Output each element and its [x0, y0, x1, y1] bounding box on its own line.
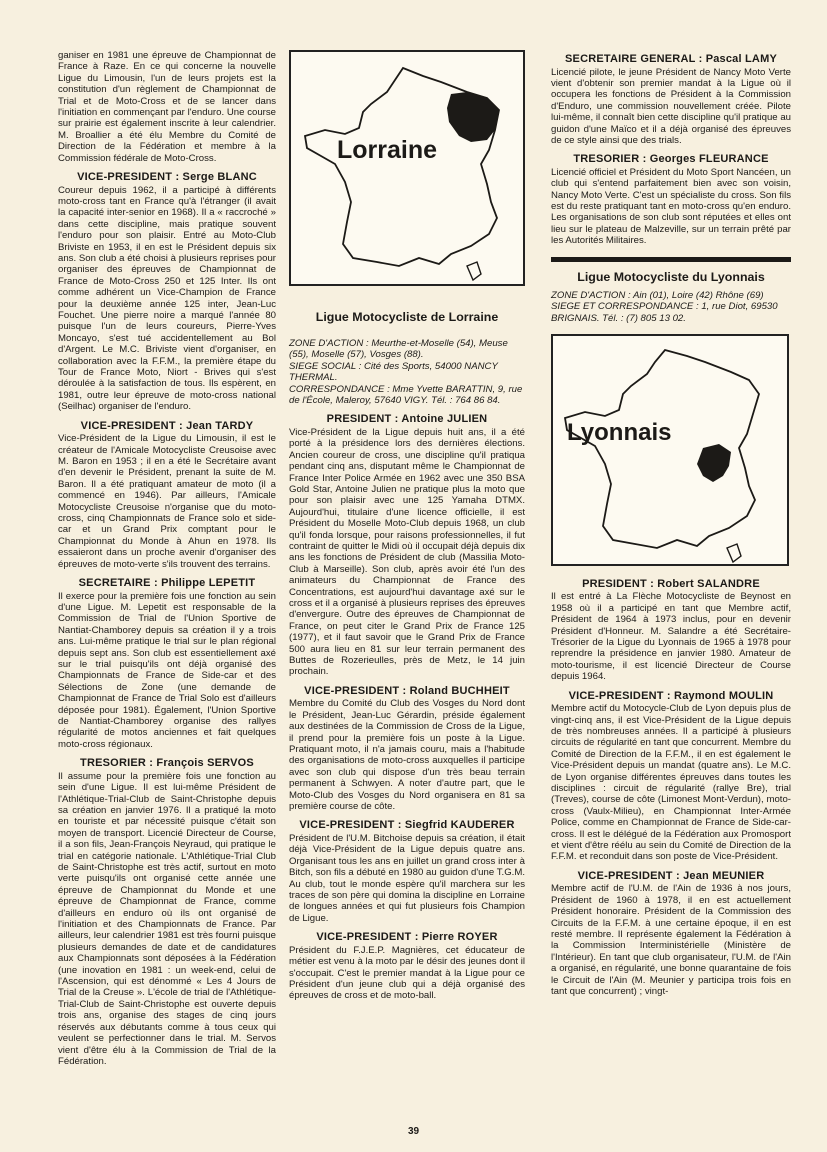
- col3-section-title-4: VICE-PRESIDENT : Raymond MOULIN: [568, 689, 774, 702]
- col2-section-title-2: VICE-PRESIDENT : Roland BUCHHEIT: [304, 684, 510, 697]
- col1-section-title-4: TRESORIER : François SERVOS: [80, 757, 254, 770]
- lyonnais-zone-info: ZONE D'ACTION : Ain (01), Loire (42) Rhône (69) SIEGE ET CORRESPONDANCE : 1, rue Diot, 69530 BRIGNAIS. Tél. : (7) 805 13 02.: [551, 289, 778, 324]
- col1-section-title-3: SECRETAIRE : Philippe LEPETIT: [78, 577, 256, 590]
- lyonnais-map-label: Lyonnais: [567, 418, 672, 446]
- lyonnais-map: [551, 334, 789, 566]
- col3-section-text-3: Il est entré à La Flèche Motocycliste de Beynost en 1958 où il a participé en tant que Membre actif, Président de 1964 à 1973 inclus, pour en devenir Président d'Honneur. M. Salandre a été Secrétaire-Trésorier de la Ligue du Lyonnais de 1965 à 1978 pour reprendre la présidence en janvier 1980. Amateur de moto-tourisme, il est licencié Directeur de Course depuis 1964.: [551, 591, 791, 683]
- column-1: [58, 50, 276, 1067]
- col3-section-title-3: PRESIDENT : Robert SALANDRE: [582, 577, 760, 590]
- col1-section-title-2: VICE-PRESIDENT : Jean TARDY: [80, 419, 254, 432]
- lyonnais-ligue-title: Ligue Motocycliste du Lyonnais: [577, 269, 765, 284]
- col3-section-title-2: TRESORIER : Georges FLEURANCE: [573, 153, 769, 166]
- section-divider: [551, 257, 791, 262]
- col3-section-text-2: Licencié officiel et Président du Moto Sport Nancéen, un club qui s'entend parfaitement bien avec son voisin, Nancy Moto Verte. C'est un spécialiste du cross. Son fils est du reste pratiquant tant en moto-cross qu'en enduro. Les organisations de son club sont réputées et elles ont lieu sur le plateau de Malzeville, sur un terrain prêté par les Autorités Militaires.: [551, 166, 791, 247]
- france-map-lorraine-icon: [291, 52, 523, 284]
- col3-section-text-1: Licencié pilote, le jeune Président de Nancy Moto Verte vient d'obtenir son premier mandat à la Ligue où il occupera les fonctions de Président à la Commission d'Enduro, une commission nouvellement créée. Pilote lui-même, il connaît bien cette discipline qu'il pratique au guidon d'une Maïco et il a déjà organisé des épreuves de ce style ainsi que des trials.: [551, 66, 791, 146]
- column-3: [551, 50, 791, 997]
- france-map-lyonnais-icon: [553, 336, 787, 564]
- col1-section-text-1: Coureur depuis 1962, il a participé à différents moto-cross tant en France qu'à l'étranger (il avait la capacité inter-senior en 1968). Il a « raccroché » dans cette discipline, mais pratique souvent l'enduro pour son plaisir. Entré au Moto-Club Briviste en 1953, il en est le Président depuis six ans. Son club a été choisi à plusieurs reprises pour organiser des épreuves de Championnat de France de Moto-Cross 250 et 125 Inter. Ils ont comme adhérent un Vice-Champion de France pour la deuxième année 125 inter, Jean-Luc Fouchet. Une pierre noire a marqué l'année 80 puisque l'un de leurs coureurs, Pierre-Yves Moncayo, s'est tué accidentellement au Bol d'Argent. Le M.C. Briviste vient d'organiser, en collaboration avec la F.F.M., la première étape du Tour de France Moto, Niort - Brives qui s'est déroulée à la satisfaction de tous. Ils espèrent, en 1981, outre leur épreuve de moto-cross national (Seilhac) organiser de l'enduro.: [58, 184, 276, 413]
- column-2: [289, 50, 525, 1002]
- col2-section-text-3: Président de l'U.M. Bitchoise depuis sa création, il était déjà Vice-Président de la Ligue depuis quatre ans. Organisant tous les ans en juillet un grand cross inter à Bitch, son fils a débuté en 1980 au guidon d'une T.G.M. Au club, tout le monde espère qu'il marchera sur les traces de son père qui domina la discipline en Lorraine de longues années et qui fut plusieurs fois Champion de Ligue.: [289, 832, 525, 924]
- col1-section-text-2: Vice-Président de la Ligue du Limousin, il est le créateur de l'Amicale Motocycliste Creusoise avec M. Baron en 1953 ; il en a été le Secrétaire avant d'en devenir le Président, prenant la suite de M. Baron. Il a été pratiquant amateur de moto (il a commencé en 1946). Par ailleurs, l'Amicale Motocycliste Creusoise n'organise que du moto-cross, cinq Championnats de France solo et side-car et un Grand Prix comptant pour le Championnat du Monde à Ahun en 1978. Ils essaieront dans un proche avenir d'organiser des épreuves de moto-verte s'ils trouvent des terrains.: [58, 433, 276, 570]
- col2-section-title-1: PRESIDENT : Antoine JULIEN: [326, 413, 488, 426]
- col2-section-text-1: Vice-Président de la Ligue depuis huit ans, il a été porté à la présidence lors des dernières élections. Ancien coureur de cross, une discipline qu'il pratiqua pendant cinq ans, disputant même le Championnat de France Inter Police Armée en 1962 avec une 350 BSA Gold Star, Antoine Julien ne pratique plus la moto que pour son plaisir avec une 125 Yamaha DTMX. Aujourd'hui, titulaire d'une licence officielle, il est Président du Moselle Moto-Club depuis 1968, un club qu'il fonda lorsque, pour raisons professionnelles, il fut contraint de quitter le Midi où il occupait déjà depuis dix ans les fonctions de Président de club (Massilia Moto-Club à Marseille). Son club, après avoir été l'un des animateurs du Championnat de France des Concentrations, est aujourd'hui davantage axé sur le cross et il a organisé à plusieurs reprises des épreuves d'envergure. Outre des épreuves de Championnat de France, on peut citer le Grand Prix de France 125 (1977), et il faut savoir que le Grand Prix de France 500 aura lieu en 81 sur leur terrain permanent des Buttes de Rozerieulles, près de Metz, le 14 juin prochain.: [289, 426, 525, 678]
- col3-section-text-5: Membre actif de l'U.M. de l'Ain de 1936 à nos jours, Président de 1960 à 1978, il en est actuellement Président honoraire. Président de la Commission des Circuits de la F.F.M. à une certaine époque, il en est resté membre. Il représente également la Fédération à la Commission Interministérielle (Ministère de l'Intérieur). En tant que club organisateur, l'U.M. de l'Ain a organisé, en régularité, une bonne quarantaine de fois le Circuit de l'Ain (M. Meunier y participa trois fois en tant que concurrent) ; vingt-: [551, 883, 791, 997]
- col1-intro: ganiser en 1981 une épreuve de Championnat de France à Raze. En ce qui concerne la nouvelle Ligue du Limousin, l'un de leurs projets est la constitution d'un règlement de Championnat de Trial et de Moto-Cross et de se lancer dans l'initiation en commençant par l'enduro. Une course sur prairie est également inscrite à leur calendrier. M. Broallier a été élu Membre du Comité de Direction de la Fédération et membre à la Commission fédérale de Moto-Cross.: [58, 50, 276, 164]
- col2-section-title-4: VICE-PRESIDENT : Pierre ROYER: [316, 931, 498, 944]
- col2-section-title-3: VICE-PRESIDENT : Siegfrid KAUDERER: [299, 819, 515, 832]
- col3-section-title-1: SECRETAIRE GENERAL : Pascal LAMY: [565, 53, 777, 65]
- col3-section-text-4: Membre actif du Motocycle-Club de Lyon depuis plus de vingt-cinq ans, il est Vice-Président de la Ligue depuis de très nombreuses années. Il a participé à plusieurs circuits de régularité en tant que concurrent. Membre du Comité de Direction de la F.F.M., il en est également le Vice-Président depuis un mandat (quatre ans). Le M.C. de Lyon organise différentes épreuves dans toutes les disciplines : circuit de régularité (rallye Bre), trial (Treves), course de côte (Limonest Mont-Verdun), moto-cross (Vaulx-Milieu), en Championnat Inter-Armée Police, comme en Championnat de France de Side-car-cross. Il est le délégué de la Fédération aux Promosport et vient d'être réélu au sein du Comité de Direction de la F.F.M. et reconduit dans son poste de Vice-Président.: [551, 703, 791, 863]
- col1-section-title-1: VICE-PRESIDENT : Serge BLANC: [77, 171, 257, 184]
- col2-section-text-2: Membre du Comité du Club des Vosges du Nord dont le Président, Jean-Luc Gérardin, préside également aux destinées de la Commission de Cross de la Ligue, il prend pour la première fois un poste à la Ligue. Pratiquant moto, il n'a jamais couru, mais a l'habitude des organisations de moto-cross auxquelles il participe avec son club qui dispose d'un très beau terrain permanent à Schwyen. A noter d'autre part, que le Moto-Club des Vosges du Nord organisera en 81 sa première course de côte.: [289, 698, 525, 813]
- lorraine-ligue-title: Ligue Motocycliste de Lorraine: [315, 310, 499, 324]
- lorraine-map: [289, 50, 525, 286]
- col1-section-text-3: Il exerce pour la première fois une fonction au sein d'une Ligue. M. Lepetit est responsable de la Commission de Trial de l'Union Sportive de Nantiat-Chamborey depuis sa création il y a trois ans. Lui-même pratique le trial sur le plan régional depuis sept ans. Son club est essentiellement axé sur le trial puisqu'ils ont déjà organisé des Championnats de France de Side-car et des Sélections de Zone (une demande de Championnat de France de Trial Solo est d'ailleurs déposée pour 1981). Également, l'Union Sportive de Nantiat-Chamborey organise des rallyes régularité de motos anciennes et fait quelques moto-cross régionaux.: [58, 590, 276, 750]
- col3-section-title-5: VICE-PRESIDENT : Jean MEUNIER: [577, 869, 765, 882]
- lorraine-map-label: Lorraine: [337, 136, 438, 164]
- page-number: 39: [407, 1126, 420, 1137]
- col2-section-text-4: Président du F.J.E.P. Magnières, cet éducateur de métier est venu à la moto par le désir des jeunes dont il s'occupait. C'est le premier mandat à la Ligue pour ce Président d'un jeune club qui a déjà organisé des épreuves de cross et de moto-ball.: [289, 944, 525, 1002]
- lorraine-zone-info: ZONE D'ACTION : Meurthe-et-Moselle (54), Meuse (55), Moselle (57), Vosges (88). SIEGE SOCIAL : Cité des Sports, 54000 NANCY THERMAL. CORRESPONDANCE : Mme Yvette BARATTIN, 9, rue de l'École, Maleroy, 57640 VIGY. Tél. : 764 86 84.: [289, 338, 523, 407]
- col1-section-text-4: Il assume pour la première fois une fonction au sein d'une Ligue. Il est lui-même Président de l'Athlétique-Trial-Club de Saint-Christophe depuis sa création en janvier 1976. Il a pratiqué la moto en touriste et par nécessité puisque c'était son moyen de transport. Licencié Directeur de Course, il a son fils, Jean-François Neyraud, qui pratique le trial en catégorie nationale. L'Athlétique-Trial Club de Saint-Christophe est très actif, surtout en moto verte puisqu'ils ont organisé cette année une épreuve de Championnat du Monde et une épreuve de Championnat de France, comme d'ailleurs en enduro où ils ont organisé de l'initiation et des Championnats de France. Par ailleurs, leur calendrier 1981 est très fourni puisque plusieurs demandes de date et de candidatures aux Championnats sont déposées à la Fédération (une inovation en 1981 : un week-end, celui de l'Ascension, qui est dénommé « Les 4 Jours de Trial de la Creuse ». L'école de trial de l'Athlétique-Trial-Club de Saint-Christophe est ouverte depuis trois ans, organise des stages de cinq jours réservés aux débutants comme à tous ceux qui veulent se perfectionner dans le trial. M. Servos vient d'être élu à la Commission de Trial de la Fédération.: [58, 770, 276, 1067]
